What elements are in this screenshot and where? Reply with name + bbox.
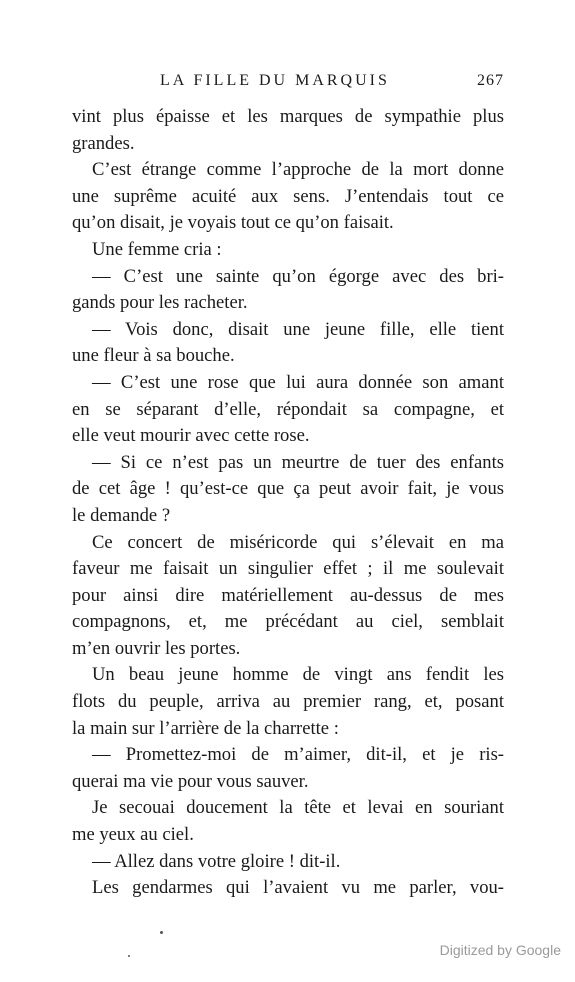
text-line: me yeux au ciel.: [72, 824, 194, 846]
text-line: — Promettez-moi de m’aimer, dit-il, et je ris-: [92, 744, 504, 766]
text-line: Les gendarmes qui l’avaient vu me parler, vou-: [92, 877, 504, 899]
digitized-watermark: Digitized by Google: [439, 942, 561, 958]
text-line: vint plus épaisse et les marques de sympathie plus: [72, 106, 504, 127]
text-line: elle veut mourir avec cette rose.: [72, 425, 310, 447]
text-line: Ce concert de miséricorde qui s’élevait en ma: [92, 531, 504, 553]
text-line: pour ainsi dire matériellement au-dessus de mes: [72, 584, 504, 606]
text-line: — C’est une sainte qu’on égorge avec des bri-: [92, 265, 504, 287]
text-line: Une femme cria :: [92, 238, 222, 260]
text-line: — Allez dans votre gloire ! dit-il.: [92, 850, 341, 872]
text-line: le demande ?: [72, 504, 171, 526]
text-line: faveur me faisait un singulier effet ; il me soulevait: [72, 558, 504, 580]
text-line: qu’on disait, je voyais tout ce qu’on faisait.: [72, 212, 394, 234]
running-title: LA FILLE DU MARQUIS: [160, 72, 390, 89]
text-line: une fleur à sa bouche.: [72, 345, 235, 367]
text-line: m’en ouvrir les portes.: [72, 637, 241, 659]
text-line: — Vois donc, disait une jeune fille, elle tient: [92, 318, 504, 340]
text-line: flots du peuple, arriva au premier rang, et, posant: [72, 691, 504, 713]
text-line: C’est étrange comme l’approche de la mort donne: [92, 159, 504, 181]
print-speck: [128, 955, 130, 957]
body-text: [72, 104, 504, 902]
text-line: — Si ce n’est pas un meurtre de tuer des enfants: [92, 451, 504, 473]
text-line: Je secouai doucement la tête et levai en souriant: [92, 797, 504, 819]
text-line: querai ma vie pour vous sauver.: [72, 770, 309, 792]
text-line: la main sur l’arrière de la charrette :: [72, 717, 339, 739]
text-line: — C’est une rose que lui aura donnée son amant: [92, 371, 504, 393]
page-header: [72, 72, 504, 94]
text-line: de cet âge ! qu’est-ce que ça peut avoir fait, je vous: [72, 478, 504, 500]
text-line: compagnons, et, me précédant au ciel, semblait: [72, 611, 504, 633]
text-line: en se séparant d’elle, répondait sa compagne, et: [72, 398, 504, 420]
page-number: 267: [477, 72, 504, 89]
print-speck: [160, 931, 163, 934]
text-line: une suprême acuité aux sens. J’entendais tout ce: [72, 185, 504, 207]
text-line: Un beau jeune homme de vingt ans fendit les: [92, 664, 504, 686]
text-line: gands pour les racheter.: [72, 292, 248, 314]
text-line: grandes.: [72, 132, 135, 154]
